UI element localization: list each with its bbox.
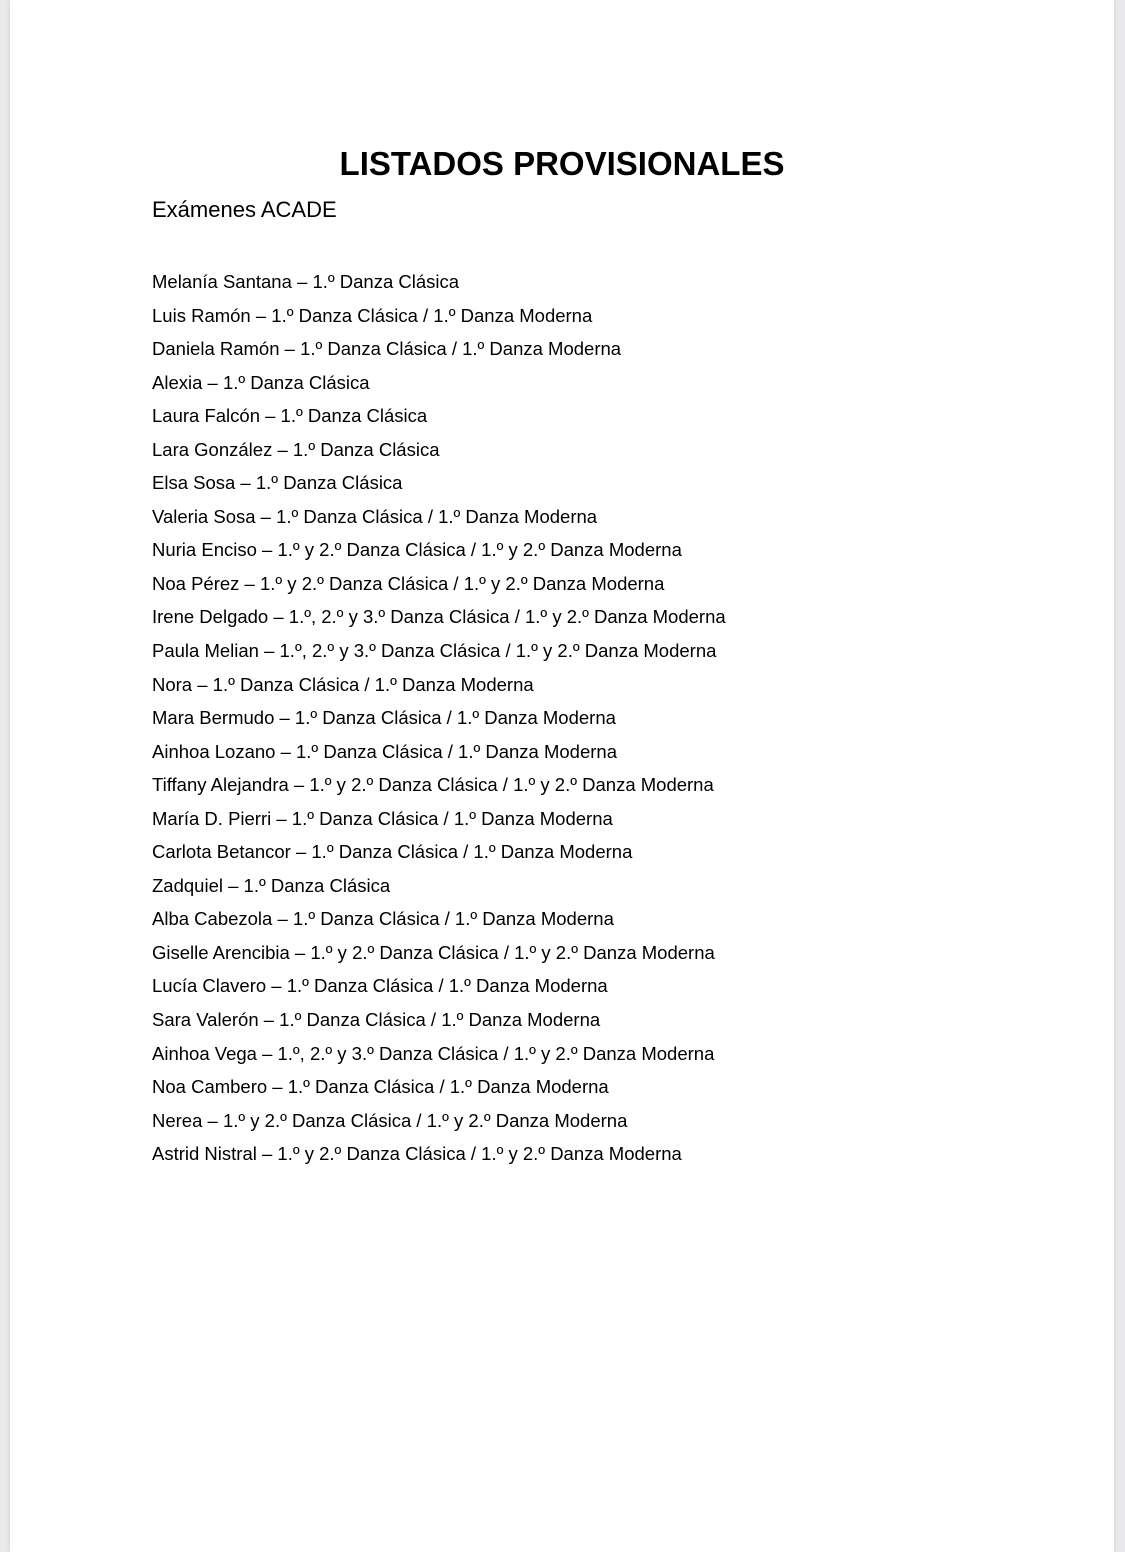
list-item: Tiffany Alejandra – 1.º y 2.º Danza Clásica / 1.º y 2.º Danza Moderna <box>152 774 714 796</box>
list-item: Paula Melian – 1.º, 2.º y 3.º Danza Clásica / 1.º y 2.º Danza Moderna <box>152 640 717 662</box>
list-item: Valeria Sosa – 1.º Danza Clásica / 1.º Danza Moderna <box>152 505 598 527</box>
list-item: Lucía Clavero – 1.º Danza Clásica / 1.º Danza Moderna <box>152 975 608 997</box>
document-page <box>10 0 1114 1552</box>
list-item: Melanía Santana – 1.º Danza Clásica <box>152 271 460 292</box>
list-item: Giselle Arencibia – 1.º y 2.º Danza Clásica / 1.º y 2.º Danza Moderna <box>152 941 715 963</box>
list-item: Noa Pérez – 1.º y 2.º Danza Clásica / 1.º y 2.º Danza Moderna <box>152 572 665 594</box>
list-item: Sara Valerón – 1.º Danza Clásica / 1.º Danza Moderna <box>152 1009 601 1031</box>
list-item: Irene Delgado – 1.º, 2.º y 3.º Danza Clásica / 1.º y 2.º Danza Moderna <box>152 606 726 628</box>
list-item: Laura Falcón – 1.º Danza Clásica <box>152 405 428 427</box>
list-item: Zadquiel – 1.º Danza Clásica <box>152 874 391 896</box>
list-item: Noa Cambero – 1.º Danza Clásica / 1.º Danza Moderna <box>152 1076 609 1098</box>
list-item: Ainhoa Lozano – 1.º Danza Clásica / 1.º Danza Moderna <box>152 740 617 762</box>
list-item: Carlota Betancor – 1.º Danza Clásica / 1.º Danza Moderna <box>152 841 633 863</box>
page-subtitle: Exámenes ACADE <box>152 197 337 222</box>
page-title: LISTADOS PROVISIONALES <box>339 145 785 182</box>
list-item: Mara Bermudo – 1.º Danza Clásica / 1.º Danza Moderna <box>152 707 616 729</box>
list-item: Nora – 1.º Danza Clásica / 1.º Danza Moderna <box>152 673 534 695</box>
list-item: Lara González – 1.º Danza Clásica <box>152 438 440 460</box>
list-item: Astrid Nistral – 1.º y 2.º Danza Clásica / 1.º y 2.º Danza Moderna <box>152 1143 682 1165</box>
list-item: Nerea – 1.º y 2.º Danza Clásica / 1.º y 2.º Danza Moderna <box>152 1109 628 1131</box>
list-item: Ainhoa Vega – 1.º, 2.º y 3.º Danza Clásica / 1.º y 2.º Danza Moderna <box>152 1042 715 1064</box>
list-item: Elsa Sosa – 1.º Danza Clásica <box>152 472 403 494</box>
list-item: Alexia – 1.º Danza Clásica <box>152 371 370 393</box>
list-item: María D. Pierri – 1.º Danza Clásica / 1.º Danza Moderna <box>152 807 613 829</box>
list-item: Luis Ramón – 1.º Danza Clásica / 1.º Danza Moderna <box>152 304 593 326</box>
list-item: Daniela Ramón – 1.º Danza Clásica / 1.º Danza Moderna <box>152 338 622 360</box>
list-item: Alba Cabezola – 1.º Danza Clásica / 1.º Danza Moderna <box>152 908 614 930</box>
student-list <box>152 265 726 1171</box>
list-item: Nuria Enciso – 1.º y 2.º Danza Clásica / 1.º y 2.º Danza Moderna <box>152 539 682 561</box>
